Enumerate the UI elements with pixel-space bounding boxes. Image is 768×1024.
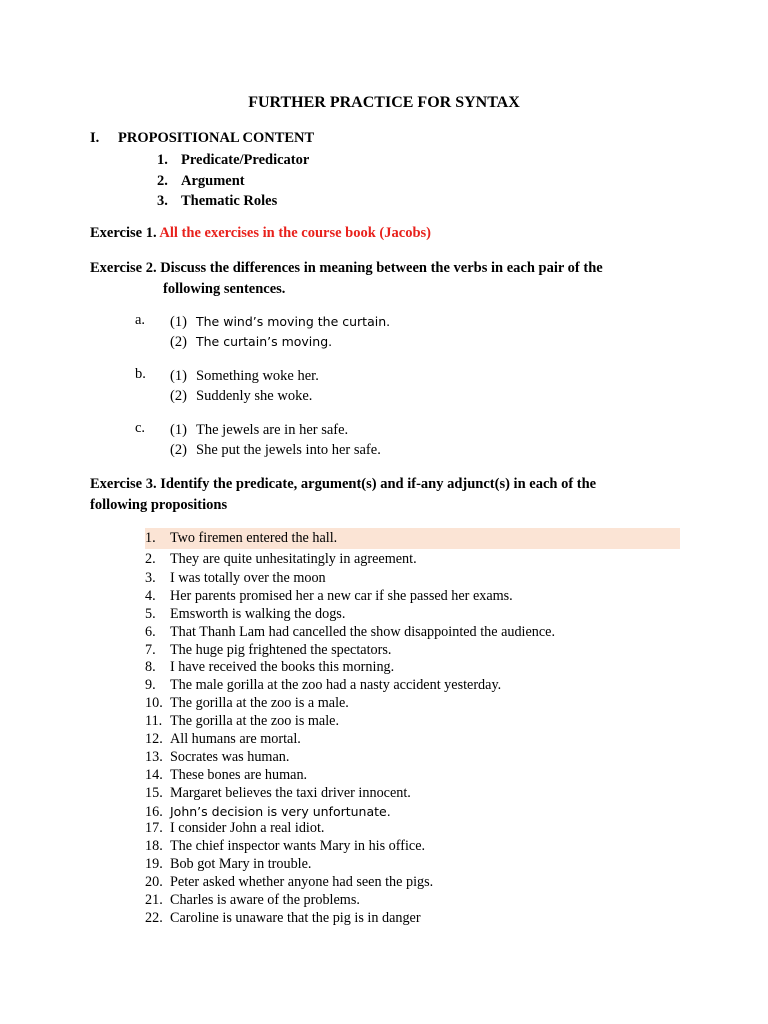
list-item-number: 18. xyxy=(145,838,163,855)
list-item-number: 12. xyxy=(145,731,163,748)
section-title: PROPOSITIONAL CONTENT xyxy=(118,130,315,146)
list-item-highlighted xyxy=(145,528,680,549)
list-item-text: Emsworth is walking the dogs. xyxy=(170,605,346,622)
list-item-number: 5. xyxy=(145,605,156,622)
list-item-text: Bob got Mary in trouble. xyxy=(170,856,312,873)
sentence-number: (2) xyxy=(170,334,187,350)
exercise-2-line-1: Exercise 2. Discuss the differences in meaning between the verbs in each pair of the xyxy=(90,260,603,276)
sentence-number: (1) xyxy=(170,314,187,330)
section-heading xyxy=(90,130,314,147)
list-item-text: Margaret believes the taxi driver innocent. xyxy=(170,784,411,801)
list-item xyxy=(145,713,680,731)
pair-sentence-1 xyxy=(170,366,319,386)
list-item xyxy=(145,695,680,713)
sentence-text: Something woke her. xyxy=(196,368,319,384)
list-item xyxy=(145,606,680,624)
list-item xyxy=(145,677,680,695)
pair-letter: c. xyxy=(135,420,146,436)
list-item-text: The male gorilla at the zoo had a nasty accident yesterday. xyxy=(170,677,502,694)
list-item-text: I was totally over the moon xyxy=(170,570,326,586)
list-item xyxy=(145,838,680,856)
pair-sentence-2 xyxy=(170,386,319,406)
topic-list xyxy=(157,150,309,212)
exercise-1 xyxy=(90,225,431,242)
sentence-number: (2) xyxy=(170,442,187,458)
list-item-text: Two firemen entered the hall. xyxy=(170,530,338,546)
list-item xyxy=(145,892,680,910)
sentence-number: (2) xyxy=(170,388,187,404)
list-item-number: 7. xyxy=(145,641,156,658)
list-item-number: 10. xyxy=(145,695,163,712)
list-item-number: 20. xyxy=(145,874,163,891)
sentence-number: (1) xyxy=(170,422,187,438)
list-item xyxy=(145,767,680,785)
pair-sentence-2 xyxy=(170,332,390,352)
topic-number: 1. xyxy=(157,152,168,168)
pair-sentence-1 xyxy=(170,312,390,332)
exercise-2 xyxy=(90,258,650,300)
topic-label: Thematic Roles xyxy=(181,193,278,209)
list-item-text: Socrates was human. xyxy=(170,748,290,765)
list-item-number: 3. xyxy=(145,570,156,586)
list-item-number: 11. xyxy=(145,713,163,730)
section-number: I. xyxy=(90,130,100,146)
topic-item xyxy=(157,171,309,192)
list-item xyxy=(145,642,680,660)
list-item-text: These bones are human. xyxy=(170,766,308,783)
exercise-1-text: All the exercises in the course book (Jacobs) xyxy=(159,225,431,241)
list-item-number: 1. xyxy=(145,530,156,546)
list-item-number: 22. xyxy=(145,909,163,926)
sentence-number: (1) xyxy=(170,368,187,384)
list-item-number: 19. xyxy=(145,856,163,873)
list-item-text: All humans are mortal. xyxy=(170,731,301,748)
list-item xyxy=(145,659,680,677)
list-item xyxy=(145,549,680,570)
list-item-text: The gorilla at the zoo is male. xyxy=(170,713,340,730)
list-item-number: 4. xyxy=(145,587,156,604)
list-item xyxy=(145,785,680,803)
list-item-text: Caroline is unaware that the pig is in danger xyxy=(170,909,421,926)
topic-number: 2. xyxy=(157,172,168,189)
list-item-text: That Thanh Lam had cancelled the show disappointed the audience. xyxy=(170,623,556,640)
exercise-3-line-2: following propositions xyxy=(90,497,228,513)
list-item-text: The gorilla at the zoo is a male. xyxy=(170,695,349,712)
list-item xyxy=(145,820,680,838)
topic-number: 3. xyxy=(157,193,168,209)
exercise-2-line-2: following sentences. xyxy=(163,281,286,297)
pair-letter: a. xyxy=(135,312,146,328)
pair-sentence-1 xyxy=(170,420,381,440)
list-item-number: 15. xyxy=(145,784,163,801)
list-item-number: 13. xyxy=(145,748,163,765)
list-item-text: They are quite unhesitatingly in agreement. xyxy=(170,551,417,567)
sentence-text: The curtain’s moving. xyxy=(196,334,333,349)
list-item-text: Peter asked whether anyone had seen the pigs. xyxy=(170,874,434,891)
sentence-text: The wind’s moving the curtain. xyxy=(196,314,391,329)
list-item-number: 6. xyxy=(145,623,156,640)
list-item-text: Charles is aware of the problems. xyxy=(170,892,360,909)
topic-item xyxy=(157,150,309,171)
list-item xyxy=(145,731,680,749)
list-item xyxy=(145,570,680,588)
list-item xyxy=(145,749,680,767)
pair-letter: b. xyxy=(135,366,146,382)
list-item-text: Her parents promised her a new car if she passed her exams. xyxy=(170,587,513,604)
topic-label: Argument xyxy=(181,172,245,189)
list-item-text: The huge pig frightened the spectators. xyxy=(170,641,392,658)
list-item xyxy=(145,856,680,874)
list-item-text: The chief inspector wants Mary in his office. xyxy=(170,838,426,855)
topic-item xyxy=(157,191,309,212)
exercise-1-label: Exercise 1. xyxy=(90,225,157,241)
list-item-text: I have received the books this morning. xyxy=(170,659,395,676)
list-item-number: 17. xyxy=(145,820,163,837)
list-item-number: 14. xyxy=(145,766,163,783)
list-item-text: I consider John a real idiot. xyxy=(170,820,325,837)
list-item xyxy=(145,910,680,928)
list-item xyxy=(145,588,680,606)
list-item xyxy=(145,874,680,892)
list-item-number: 2. xyxy=(145,551,156,567)
list-item-number: 8. xyxy=(145,659,156,676)
proposition-list xyxy=(145,528,680,928)
topic-label: Predicate/Predicator xyxy=(181,152,310,168)
list-item xyxy=(145,803,680,821)
list-item xyxy=(145,624,680,642)
list-item-number: 21. xyxy=(145,892,163,909)
exercise-3 xyxy=(90,474,650,516)
list-item-number: 9. xyxy=(145,677,156,694)
list-item-text: John’s decision is very unfortunate. xyxy=(170,803,391,819)
pair-sentence-2 xyxy=(170,440,381,460)
exercise-3-line-1: Exercise 3. Identify the predicate, argument(s) and if-any adjunct(s) in each of the xyxy=(90,476,597,492)
page-title: FURTHER PRACTICE FOR SYNTAX xyxy=(248,94,520,111)
sentence-text: The jewels are in her safe. xyxy=(196,422,349,438)
sentence-text: She put the jewels into her safe. xyxy=(196,442,381,458)
sentence-text: Suddenly she woke. xyxy=(196,388,313,404)
list-item-number: 16. xyxy=(145,803,163,820)
